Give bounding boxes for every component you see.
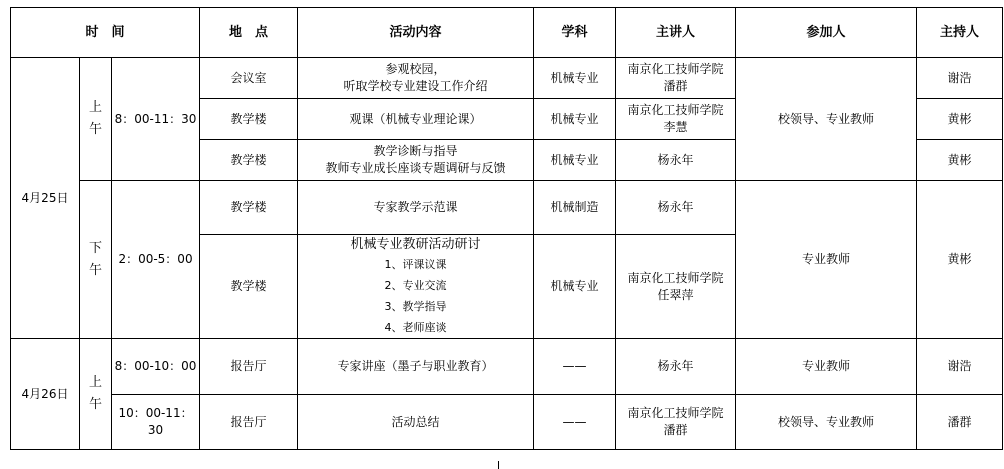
location-cell: 会议室 xyxy=(200,58,298,99)
subject-cell: —— xyxy=(534,395,616,450)
subject-cell: 机械专业 xyxy=(534,58,616,99)
participants-cell: 校领导、专业教师 xyxy=(736,58,917,181)
content-cell: 专家讲座（墨子与职业教育） xyxy=(298,339,534,395)
period-label-line: 上 xyxy=(88,100,102,115)
period-label-line: 午 xyxy=(88,122,102,137)
speaker-line: 南京化工技师学院 xyxy=(627,62,724,76)
period-label-cell xyxy=(80,58,112,181)
speaker-cell xyxy=(616,395,736,450)
speaker-cell xyxy=(616,235,736,339)
host-cell: 黄彬 xyxy=(917,140,1003,181)
content-line: 参观校园， xyxy=(385,62,446,76)
content-cell: 活动总结 xyxy=(298,395,534,450)
period-label-line: 午 xyxy=(88,262,102,278)
location-cell: 教学楼 xyxy=(200,99,298,140)
content-line: 机械专业教研活动研讨 xyxy=(350,236,481,252)
period-label-cell xyxy=(80,339,112,450)
content-line: 4、老师座谈 xyxy=(384,320,447,334)
header-participants: 参加人 xyxy=(736,8,917,58)
participants-cell: 专业教师 xyxy=(736,181,917,339)
schedule-table xyxy=(10,7,1003,450)
header-time: 时 间 xyxy=(11,8,200,58)
header-row xyxy=(11,8,1003,58)
content-cell: 观课（机械专业理论课） xyxy=(298,99,534,140)
speaker-cell: 杨永年 xyxy=(616,181,736,235)
location-cell: 教学楼 xyxy=(200,235,298,339)
host-cell: 潘群 xyxy=(917,395,1003,450)
participants-cell: 专业教师 xyxy=(736,339,917,395)
content-cell: 专家教学示范课 xyxy=(298,181,534,235)
content-cell xyxy=(298,140,534,181)
time-cell: 8：00-10：00 xyxy=(112,339,200,395)
host-cell: 谢浩 xyxy=(917,58,1003,99)
table-row xyxy=(11,181,1003,235)
speaker-line: 潘群 xyxy=(663,423,688,437)
host-cell: 黄彬 xyxy=(917,181,1003,339)
table-row xyxy=(11,395,1003,450)
content-line: 3、教学指导 xyxy=(384,299,447,313)
speaker-cell xyxy=(616,58,736,99)
header-speaker: 主讲人 xyxy=(616,8,736,58)
content-cell xyxy=(298,235,534,339)
header-content: 活动内容 xyxy=(298,8,534,58)
speaker-line: 李慧 xyxy=(663,120,688,134)
subject-cell: 机械制造 xyxy=(534,181,616,235)
table-row xyxy=(11,339,1003,395)
speaker-line: 南京化工技师学院 xyxy=(627,270,724,285)
subject-cell: 机械专业 xyxy=(534,140,616,181)
content-cell xyxy=(298,58,534,99)
content-line: 教师专业成长座谈专题调研与反馈 xyxy=(325,161,506,175)
header-location: 地 点 xyxy=(200,8,298,58)
time-cell: 10：00-11：30 xyxy=(112,395,200,450)
time-cell: 8：00-11：30 xyxy=(112,58,200,181)
location-cell: 报告厅 xyxy=(200,395,298,450)
header-subject: 学科 xyxy=(534,8,616,58)
speaker-line: 任翠萍 xyxy=(657,287,694,302)
table-row xyxy=(11,58,1003,99)
period-label-cell xyxy=(80,181,112,339)
period-label-line: 午 xyxy=(88,397,102,412)
participants-cell: 校领导、专业教师 xyxy=(736,395,917,450)
speaker-cell: 杨永年 xyxy=(616,140,736,181)
host-cell: 谢浩 xyxy=(917,339,1003,395)
date-cell: 4月26日 xyxy=(11,339,80,450)
content-line: 1、评课议课 xyxy=(384,257,447,271)
period-label-line: 下 xyxy=(88,240,102,256)
speaker-line: 潘群 xyxy=(663,79,688,93)
content-line: 2、专业交流 xyxy=(384,278,447,292)
location-cell: 教学楼 xyxy=(200,140,298,181)
location-cell: 报告厅 xyxy=(200,339,298,395)
speaker-line: 南京化工技师学院 xyxy=(627,406,724,420)
subject-cell: 机械专业 xyxy=(534,99,616,140)
subject-cell: —— xyxy=(534,339,616,395)
content-line: 教学诊断与指导 xyxy=(373,144,458,158)
period-label-line: 上 xyxy=(88,375,102,390)
location-cell: 教学楼 xyxy=(200,181,298,235)
time-cell: 2：00-5：00 xyxy=(112,181,200,339)
speaker-line: 南京化工技师学院 xyxy=(627,103,724,117)
subject-cell: 机械专业 xyxy=(534,235,616,339)
speaker-cell xyxy=(616,99,736,140)
date-cell: 4月25日 xyxy=(11,58,80,339)
host-cell: 黄彬 xyxy=(917,99,1003,140)
speaker-cell: 杨永年 xyxy=(616,339,736,395)
header-host: 主持人 xyxy=(917,8,1003,58)
content-line: 听取学校专业建设工作介绍 xyxy=(343,79,488,93)
page-edge-mark xyxy=(498,461,499,469)
